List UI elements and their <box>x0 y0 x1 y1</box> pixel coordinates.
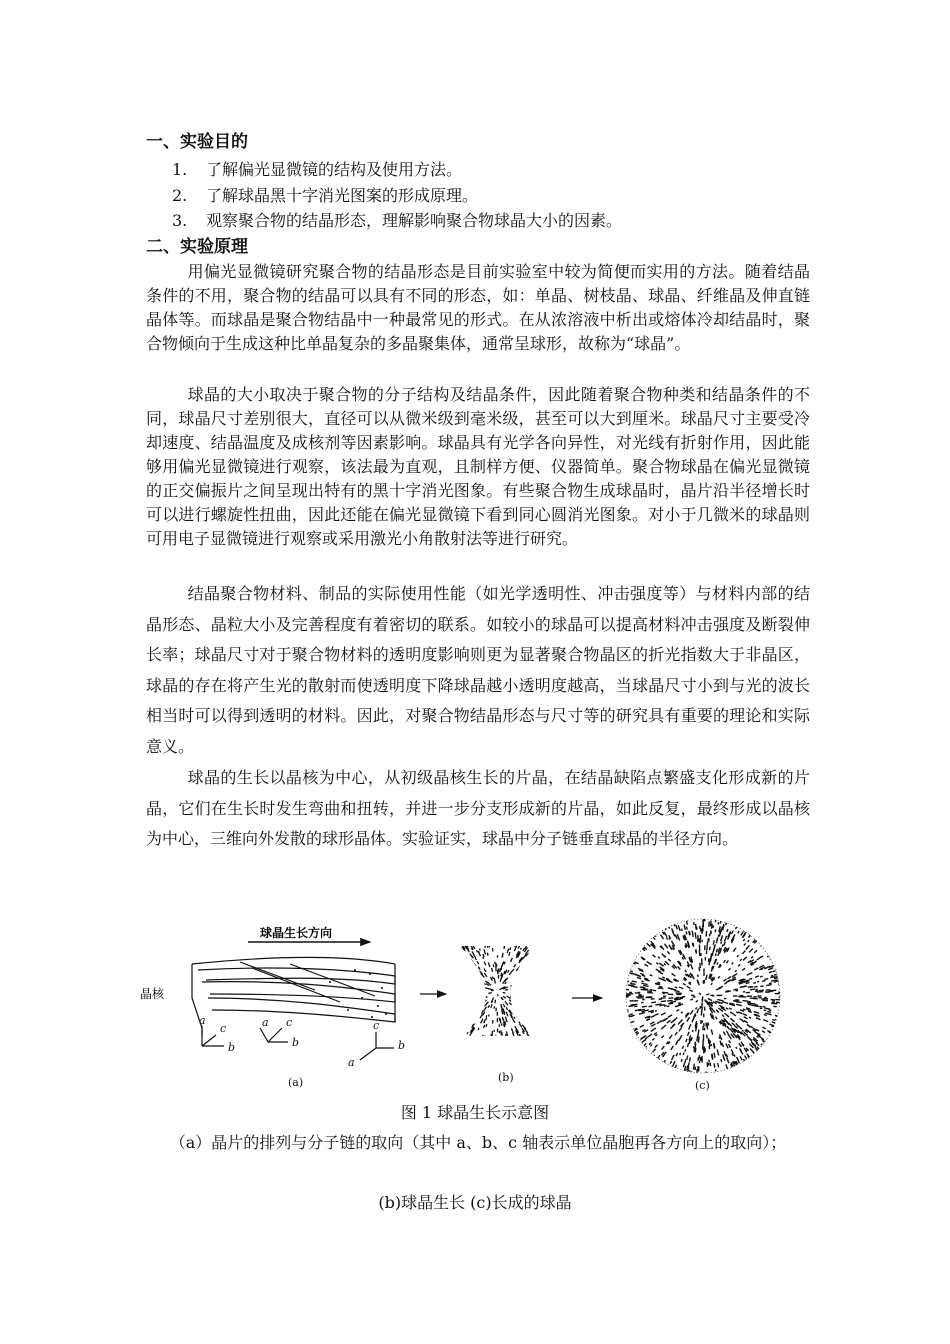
panel-labels <box>288 1071 710 1092</box>
panel-label-a: (a) <box>288 1076 304 1089</box>
list-text: 了解偏光显微镜的结构及使用方法。 <box>206 160 463 179</box>
axis-label: c <box>373 1019 380 1032</box>
nucleus-label: 晶核 <box>140 987 165 1001</box>
lamellae-texture <box>329 969 387 1018</box>
section-heading-principle: 二、实验原理 <box>146 237 248 257</box>
list-item <box>172 157 462 180</box>
growth-direction-label: 球晶生长方向 <box>260 926 333 940</box>
panel-label-b: (b) <box>498 1071 514 1084</box>
list-number: 1. <box>172 160 188 179</box>
paragraph: 结晶聚合物材料、制品的实际使用性能（如光学透明性、冲击强度等）与材料内部的结晶形态、晶粒大小及完善程度有着密切的联系。如较小的球晶可以提高材料冲击强度及断裂伸长率；球晶尺寸对于聚合物材料的透明度影响则更为显著聚合物晶区的折光指数大于非晶区，球晶的存在将产生光的散射而使透明度下降球晶越小透明度越高，当球晶尺寸小到与光的波长相当时可以得到透明的材料。因此，对聚合物结晶形态与尺寸等的研究具有重要的理论和实际意义。 <box>146 584 810 756</box>
axis-label: a <box>262 1016 269 1029</box>
axis-label: b <box>292 1036 300 1049</box>
axis-label: a <box>348 1056 355 1069</box>
paragraph: 球晶的大小取决于聚合物的分子结构及结晶条件，因此随着聚合物种类和结晶条件的不同，球晶尺寸差别很大，直径可以从微米级到毫米级，甚至可以大到厘米。球晶尺寸主要受冷却速度、结晶温度及成核剂等因素影响。球晶具有光学各向异性，对光线有折射作用，因此能够用偏光显微镜进行观察，该法最为直观，且制样方便、仪器简单。聚合物球晶在偏光显微镜的正交偏振片之间呈现出特有的黑十字消光图象。有些聚合物生成球晶时，晶片沿半径增长时可以进行螺旋性扭曲，因此还能在偏光显微镜下看到同心圆消光图象。对小于几微米的球晶则可用电子显微镜进行观察或采用激光小角散射法等进行研究。 <box>146 385 810 548</box>
sheaf-growth-illustration <box>457 941 542 1042</box>
list-number: 2. <box>172 186 188 205</box>
list-text: 观察聚合物的结晶形态，理解影响聚合物球晶大小的因素。 <box>206 211 623 230</box>
list-number: 3. <box>172 211 188 230</box>
axis-label: b <box>398 1039 406 1052</box>
list-text: 了解球晶黑十字消光图案的形成原理。 <box>206 186 479 205</box>
paragraph: 用偏光显微镜研究聚合物的结晶形态是目前实验室中较为简便而实用的方法。随着结晶条件的不用，聚合物的结晶可以具有不同的形态，如：单晶、树枝晶、球晶、纤维晶及伸直链晶体等。而球晶是聚合物结晶中一种最常见的形式。在从浓溶液中析出或熔体冷却结晶时，聚合物倾向于生成这种比单晶复杂的多晶聚集体，通常呈球形，故称为“球晶”。 <box>146 262 810 353</box>
figure-caption-title: 图 1 球晶生长示意图 <box>400 1103 550 1122</box>
axis-label: a <box>199 1014 206 1027</box>
section-heading-purpose: 一、实验目的 <box>146 132 248 152</box>
axis-label: c <box>286 1016 293 1029</box>
axis-label: b <box>228 1041 236 1054</box>
paragraph: 球晶的生长以晶核为中心，从初级晶核生长的片晶，在结晶缺陷点繁盛支化形成新的片晶，它们在生长时发生弯曲和扭转，并进一步分支形成新的片晶，如此反复，最终形成以晶核为中心，三维向外发散的球形晶体。实验证实，球晶中分子链垂直球晶的半径方向。 <box>146 768 810 848</box>
figure-caption-bc: (b)球晶生长 (c)长成的球晶 <box>378 1193 572 1212</box>
axis-labels <box>199 1014 405 1069</box>
axis-label: c <box>220 1022 227 1035</box>
panel-label-c: (c) <box>695 1079 710 1092</box>
figure-caption-a: （a）晶片的排列与分子链的取向（其中 a、b、c 轴表示单位晶胞再各方向上的取向）； <box>169 1133 787 1152</box>
spherulite-growth-figure <box>140 918 810 1096</box>
spherulite-illustration <box>622 918 785 1077</box>
list-item <box>172 208 622 231</box>
list-item <box>172 183 478 206</box>
